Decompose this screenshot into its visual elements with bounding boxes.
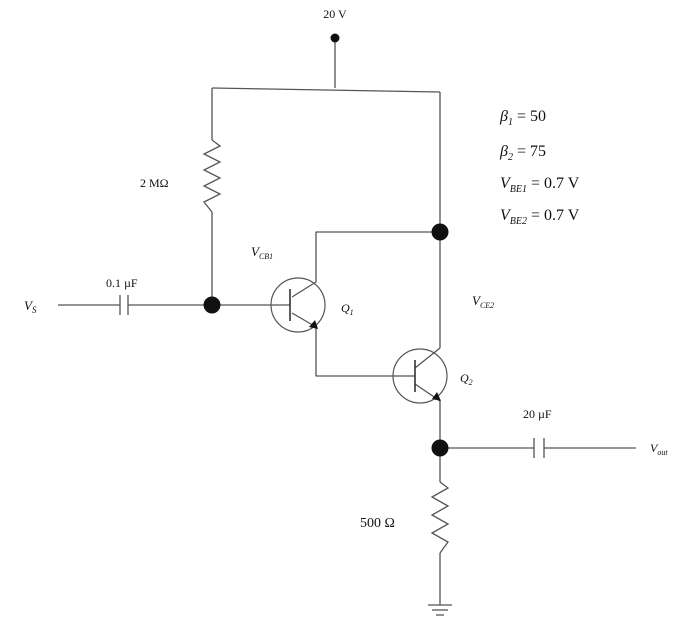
param-beta1: $\beta_1 = 50$ — [500, 108, 546, 128]
param-vbe2: $V_{BE2} = 0.7$ V — [500, 207, 580, 227]
output-node — [432, 440, 449, 457]
input-capacitor — [120, 295, 128, 315]
base-resistor-label: 2 MΩ — [140, 176, 169, 190]
q2-collector-lead — [415, 348, 440, 368]
supply-label: 20 V — [323, 7, 347, 21]
load-resistor-label: 500 Ω — [360, 516, 395, 531]
vce2-label: $V_{CE2}$ — [472, 293, 495, 310]
input-capacitor-label: 0.1 µF — [106, 276, 138, 290]
q1-emitter-wire — [292, 313, 415, 376]
supply-rail — [212, 88, 440, 92]
wires — [58, 38, 636, 605]
ground-symbol — [428, 605, 452, 615]
vcb1-label: $V_{CB1}$ — [251, 244, 274, 261]
base-resistor — [204, 140, 220, 212]
vs-label: $V_S$ — [24, 298, 37, 315]
q1-label: $Q_1$ — [341, 301, 354, 317]
output-capacitor-label: 20 µF — [523, 407, 552, 421]
param-vbe1: $V_{BE1} = 0.7$ V — [500, 175, 580, 195]
output-capacitor — [534, 438, 544, 458]
base-node — [204, 297, 221, 314]
supply-terminal — [331, 34, 340, 43]
q1-collector-wire — [292, 232, 440, 297]
load-resistor — [432, 482, 448, 553]
collector-node — [432, 224, 449, 241]
parameter-list — [499, 108, 580, 227]
q2-label: $Q_2$ — [460, 371, 473, 387]
vout-label: $V_{out}$ — [650, 441, 668, 457]
param-beta2: $\beta_2 = 75$ — [500, 143, 546, 163]
junction-nodes — [204, 34, 449, 457]
